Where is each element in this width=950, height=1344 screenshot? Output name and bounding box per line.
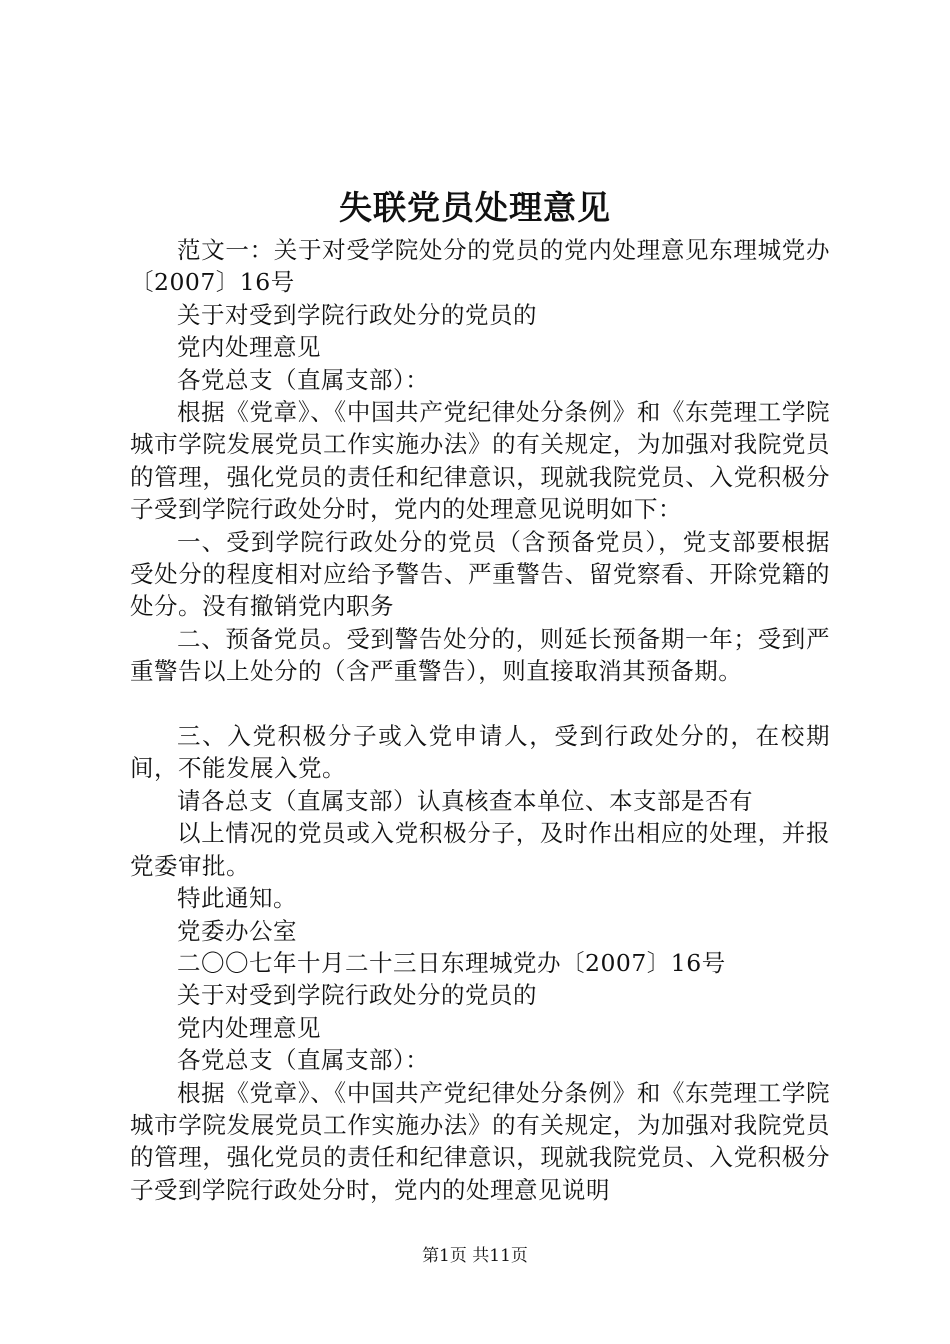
paragraph: 以上情况的党员或入党积极分子，及时作出相应的处理，并报党委审批。: [130, 819, 830, 880]
blank-paragraph: [130, 688, 830, 720]
paragraph: 党委办公室: [177, 916, 297, 945]
page-title: 失联党员处理意见: [339, 188, 611, 227]
paragraph: 二〇〇七年十月二十三日东理城党办〔2007〕16号: [177, 948, 726, 977]
paragraph: 各党总支（直属支部）：: [177, 365, 430, 394]
page-footer: 第1页 共11页: [422, 1246, 528, 1266]
paragraph: 根据《党章》、《中国共产党纪律处分条例》和《东莞理工学院城市学院发展党员工作实施办法》的有关规定，为加强对我院党员的管理，强化党员的责任和纪律意识，现就我院党员、入党积极分子受到学院行政处分时，党内的处理意见说明: [130, 1078, 830, 1204]
paragraph: 三、入党积极分子或入党申请人，受到行政处分的，在校期间，不能发展入党。: [130, 722, 830, 783]
paragraph: 各党总支（直属支部）：: [177, 1046, 430, 1075]
paragraph: 关于对受到学院行政处分的党员的: [177, 300, 537, 329]
paragraph: 范文一：关于对受学院处分的党员的党内处理意见东理城党办〔2007〕16号: [130, 236, 830, 297]
paragraph: 党内处理意见: [177, 333, 321, 362]
document-body: [130, 234, 830, 1206]
paragraph: 党内处理意见: [177, 1013, 321, 1042]
paragraph: 二、预备党员。受到警告处分的，则延长预备期一年；受到严重警告以上处分的（含严重警告），则直接取消其预备期。: [130, 624, 830, 686]
paragraph: 关于对受到学院行政处分的党员的: [177, 981, 537, 1010]
paragraph: 特此通知。: [177, 884, 297, 913]
paragraph: 请各总支（直属支部）认真核查本单位、本支部是否有: [177, 786, 753, 815]
paragraph: 一、受到学院行政处分的党员（含预备党员），党支部要根据受处分的程度相对应给予警告、严重警告、留党察看、开除党籍的处分。没有撤销党内职务: [130, 527, 830, 621]
paragraph: 根据《党章》、《中国共产党纪律处分条例》和《东莞理工学院城市学院发展党员工作实施办法》的有关规定，为加强对我院党员的管理，强化党员的责任和纪律意识，现就我院党员、入党积极分子受到学院行政处分时，党内的处理意见说明如下：: [130, 398, 830, 524]
